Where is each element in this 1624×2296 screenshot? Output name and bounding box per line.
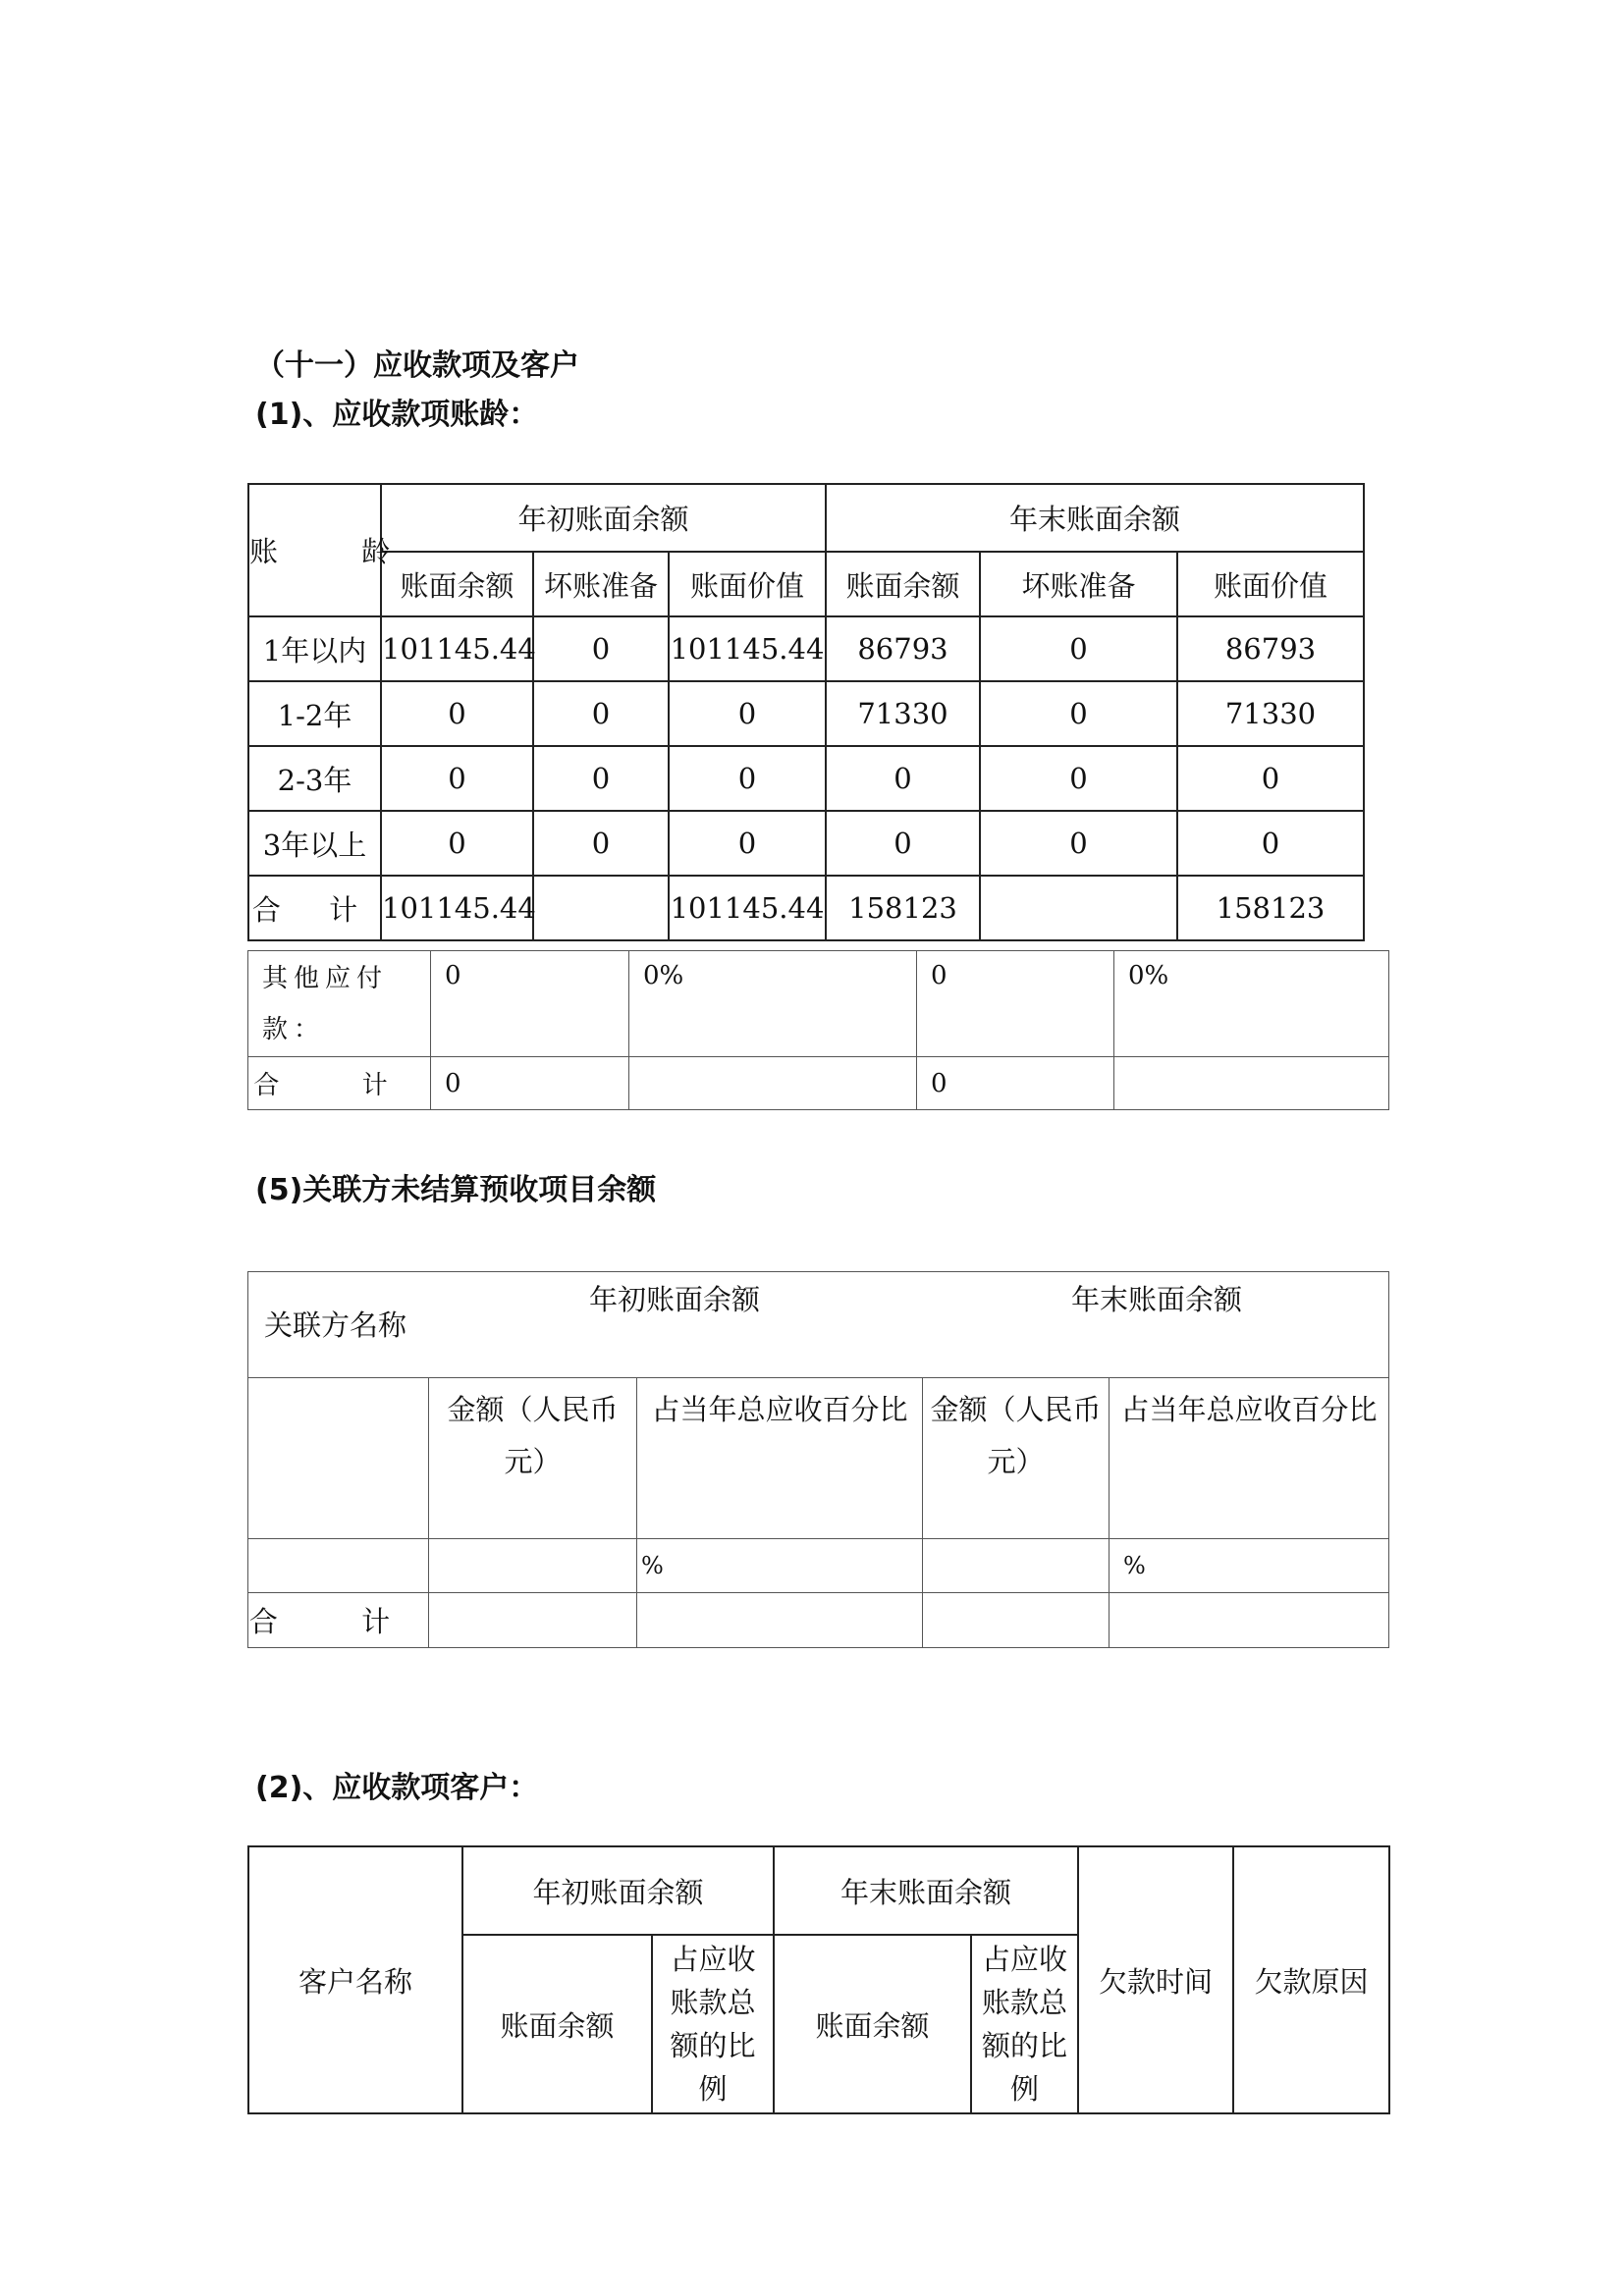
table-cell xyxy=(429,1593,637,1648)
aging-row-header: 账 龄 xyxy=(248,484,381,616)
table-cell: 101145.44 xyxy=(669,876,826,940)
table-cell xyxy=(248,1539,429,1593)
related-party-name-header: 关联方名称 xyxy=(264,1308,407,1342)
table-row xyxy=(248,811,1364,876)
customers-col-header: 占应收账款总额的比例 xyxy=(652,1935,774,2113)
table-cell: 86793 xyxy=(826,616,980,681)
table-row xyxy=(248,616,1364,681)
table-cell xyxy=(923,1593,1110,1648)
customers-group-start: 年初账面余额 xyxy=(462,1846,774,1935)
other-payables-label: 其他应付款： xyxy=(248,951,431,1057)
related-party-group-start: 年初账面余额 xyxy=(589,1283,761,1316)
table-cell: 0 xyxy=(431,1057,629,1110)
related-party-col-header: 占当年总应收百分比 xyxy=(1110,1378,1389,1539)
customers-group-end: 年末账面余额 xyxy=(774,1846,1078,1935)
table-cell: 158123 xyxy=(1177,876,1364,940)
table-cell: 71330 xyxy=(1177,681,1364,746)
related-party-table xyxy=(247,1271,1389,1648)
table-cell: 101145.44 xyxy=(669,616,826,681)
table-cell: 0 xyxy=(381,811,533,876)
table-cell xyxy=(629,1057,917,1110)
table-cell xyxy=(1114,1057,1389,1110)
table-row xyxy=(248,951,1389,1057)
aging-group-start: 年初账面余额 xyxy=(381,484,826,552)
table-row xyxy=(248,746,1364,811)
aging-col-header: 账面余额 xyxy=(381,552,533,616)
table-cell: 0 xyxy=(826,811,980,876)
related-party-heading: (5)关联方未结算预收项目余额 xyxy=(255,1173,657,1207)
table-cell xyxy=(980,876,1177,940)
table-cell: 0 xyxy=(1177,746,1364,811)
aging-row-label: 1-2年 xyxy=(248,681,381,746)
table-row-total xyxy=(248,876,1364,940)
related-party-col-header: 金额（人民币元） xyxy=(429,1378,637,1539)
debt-time-header: 欠款时间 xyxy=(1078,1846,1233,2113)
table-cell: 0 xyxy=(826,746,980,811)
table-cell: 101145.44 xyxy=(381,876,533,940)
related-party-col-header: 金额（人民币元） xyxy=(923,1378,1110,1539)
table-row xyxy=(248,1539,1389,1593)
table-cell: 0 xyxy=(533,746,669,811)
table-cell: 0 xyxy=(381,746,533,811)
table-cell: 0 xyxy=(669,811,826,876)
other-payables-total-label: 合 计 xyxy=(248,1057,431,1110)
customers-table xyxy=(247,1845,1390,2114)
aging-col-header: 账面价值 xyxy=(1177,552,1364,616)
table-cell: 0 xyxy=(980,746,1177,811)
aging-group-end: 年末账面余额 xyxy=(826,484,1364,552)
customers-col-header: 账面余额 xyxy=(774,1935,971,2113)
table-cell: 0 xyxy=(381,681,533,746)
table-cell: 0 xyxy=(917,951,1114,1057)
table-cell: 0 xyxy=(533,811,669,876)
table-cell xyxy=(533,876,669,940)
aging-col-header: 账面价值 xyxy=(669,552,826,616)
table-cell: 0% xyxy=(1114,951,1389,1057)
table-cell: 0 xyxy=(669,681,826,746)
table-cell: % xyxy=(637,1539,923,1593)
table-cell xyxy=(1110,1593,1389,1648)
table-cell xyxy=(637,1593,923,1648)
table-cell: 101145.44 xyxy=(381,616,533,681)
section-title: （十一）应收款项及客户 xyxy=(255,348,579,383)
customer-name-header: 客户名称 xyxy=(248,1846,462,2113)
aging-heading: (1)、应收款项账龄： xyxy=(255,398,539,432)
table-cell: 71330 xyxy=(826,681,980,746)
table-cell: 158123 xyxy=(826,876,980,940)
table-cell: 0 xyxy=(917,1057,1114,1110)
table-row-total xyxy=(248,1593,1389,1648)
aging-col-header: 坏账准备 xyxy=(980,552,1177,616)
customers-heading: (2)、应收款项客户： xyxy=(255,1771,539,1805)
table-cell: 0% xyxy=(629,951,917,1057)
aging-table xyxy=(247,483,1365,941)
debt-reason-header: 欠款原因 xyxy=(1233,1846,1389,2113)
table-cell: 0 xyxy=(669,746,826,811)
aging-row-label: 1年以内 xyxy=(248,616,381,681)
related-party-header-row xyxy=(248,1272,1389,1378)
table-cell xyxy=(429,1539,637,1593)
aging-col-header: 账面余额 xyxy=(826,552,980,616)
customers-col-header: 账面余额 xyxy=(462,1935,652,2113)
other-payables-table xyxy=(247,950,1389,1110)
aging-row-label: 3年以上 xyxy=(248,811,381,876)
table-cell xyxy=(923,1539,1110,1593)
table-cell: 0 xyxy=(980,616,1177,681)
aging-col-header: 坏账准备 xyxy=(533,552,669,616)
table-cell xyxy=(248,1378,429,1539)
aging-row-label: 2-3年 xyxy=(248,746,381,811)
table-cell: 0 xyxy=(431,951,629,1057)
table-cell: 0 xyxy=(1177,811,1364,876)
table-cell: 0 xyxy=(980,811,1177,876)
table-cell: % xyxy=(1110,1539,1389,1593)
table-row-total xyxy=(248,1057,1389,1110)
aging-row-label: 合 计 xyxy=(248,876,381,940)
related-party-total-label: 合 计 xyxy=(248,1593,429,1648)
related-party-col-header: 占当年总应收百分比 xyxy=(637,1378,923,1539)
table-cell: 0 xyxy=(533,616,669,681)
related-party-group-end: 年末账面余额 xyxy=(1071,1283,1243,1316)
table-cell: 86793 xyxy=(1177,616,1364,681)
table-cell: 0 xyxy=(533,681,669,746)
table-row xyxy=(248,681,1364,746)
customers-col-header: 占应收账款总额的比例 xyxy=(971,1935,1078,2113)
table-cell: 0 xyxy=(980,681,1177,746)
